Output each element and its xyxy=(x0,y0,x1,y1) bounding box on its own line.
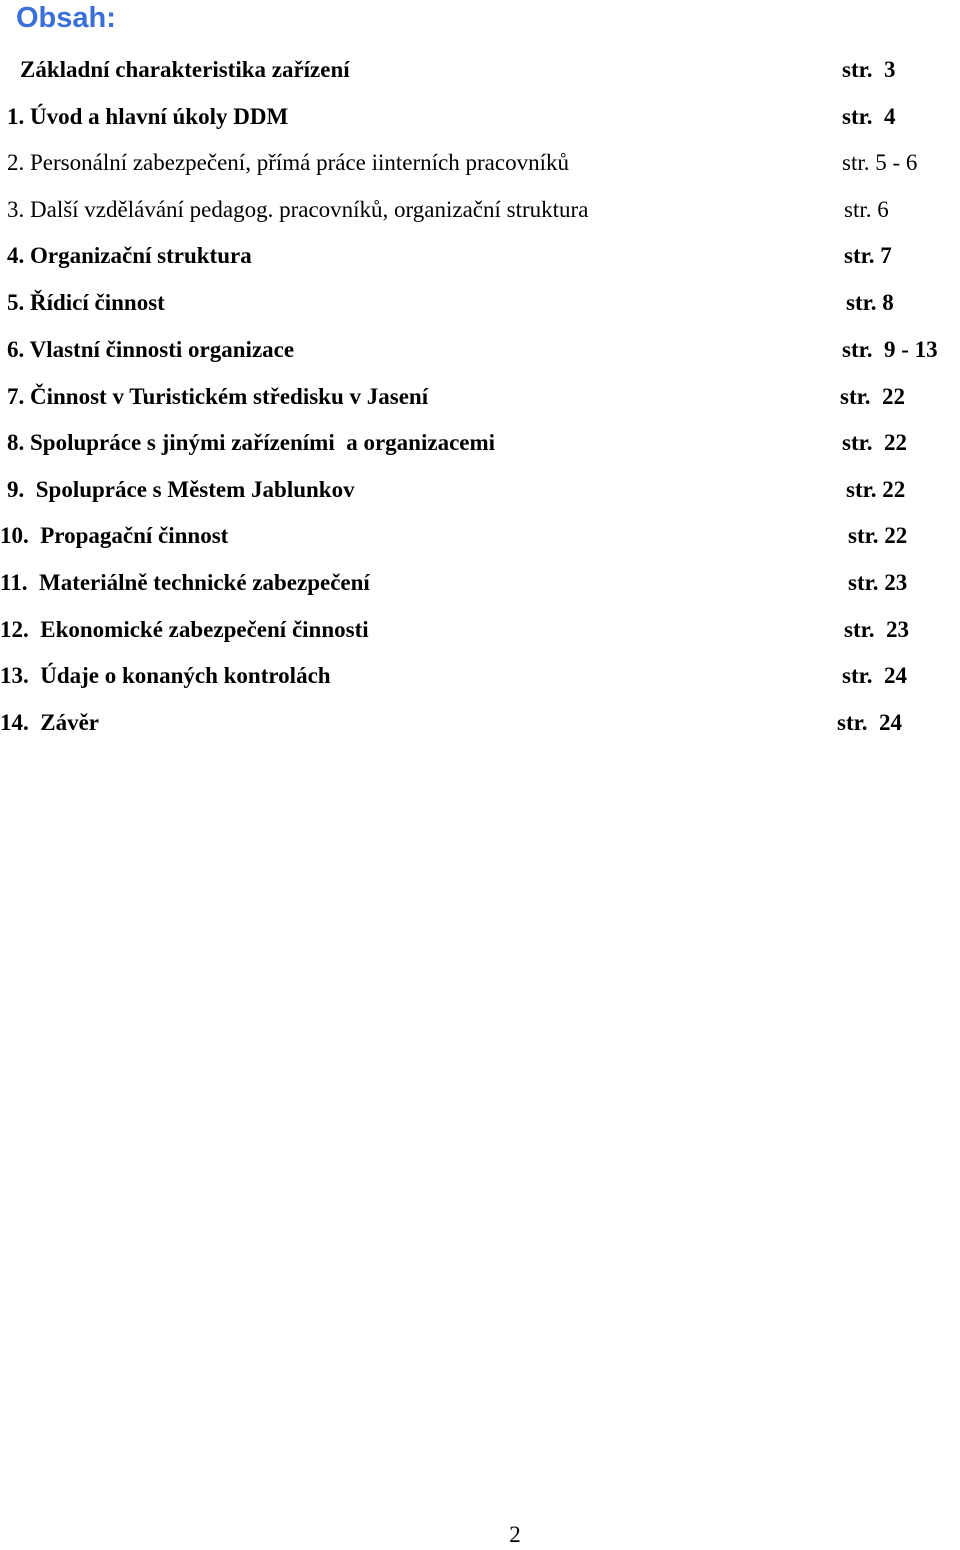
toc-entry-title: 11. Materiálně technické zabezpečení xyxy=(0,570,370,595)
page-number: 2 xyxy=(509,1522,521,1547)
toc-entry-page: str. 8 xyxy=(846,290,894,315)
toc-entry xyxy=(0,382,960,412)
toc-entry xyxy=(0,708,960,738)
toc-entry xyxy=(0,428,960,458)
toc-entry-page: str. 24 xyxy=(842,663,907,688)
toc-entry xyxy=(0,615,960,645)
toc-entry xyxy=(0,148,960,178)
toc-entry xyxy=(0,102,960,132)
toc-entry-page: str. 23 xyxy=(848,570,908,595)
toc-entry xyxy=(0,195,960,225)
toc-entry-title: 8. Spolupráce s jinými zařízeními a organizacemi xyxy=(7,430,496,455)
toc-entry xyxy=(0,55,960,85)
toc-entry-title: 6. Vlastní činnosti organizace xyxy=(7,337,295,362)
toc-entry-page: str. 22 xyxy=(848,523,908,548)
toc-entry-page: str. 3 xyxy=(842,57,896,82)
toc-entry xyxy=(0,475,960,505)
toc-entry-title: 12. Ekonomické zabezpečení činnosti xyxy=(0,617,369,642)
toc-entry-page: str. 23 xyxy=(844,617,909,642)
toc-entry-page: str. 6 xyxy=(844,197,889,222)
toc-entry-title: 1. Úvod a hlavní úkoly DDM xyxy=(7,104,289,129)
toc-entry-page: str. 4 xyxy=(842,104,896,129)
toc-entry xyxy=(0,521,960,551)
toc-entry-page: str. 9 - 13 xyxy=(842,337,938,362)
toc-entry-title: 2. Personální zabezpečení, přímá práce iinterních pracovníků xyxy=(7,150,569,175)
toc-entry-title: 7. Činnost v Turistickém středisku v Jasení xyxy=(7,384,429,409)
toc-entry-page: str. 5 - 6 xyxy=(842,150,918,175)
toc-heading: Obsah: xyxy=(16,2,116,34)
toc-entry xyxy=(0,335,960,365)
toc-entry-page: str. 22 xyxy=(842,430,907,455)
toc-entry-page: str. 22 xyxy=(840,384,905,409)
toc-entry-title: 5. Řídicí činnost xyxy=(7,290,165,315)
toc-entry xyxy=(0,288,960,318)
toc-entry-title: 14. Závěr xyxy=(0,710,100,735)
toc-entry-page: str. 24 xyxy=(837,710,902,735)
toc-entry-title: Základní charakteristika zařízení xyxy=(20,57,350,82)
toc-entry-page: str. 7 xyxy=(844,243,892,268)
toc-entry-title: 13. Údaje o konaných kontrolách xyxy=(0,663,331,688)
toc-entry-title: 9. Spolupráce s Městem Jablunkov xyxy=(7,477,355,502)
toc-entry xyxy=(0,661,960,691)
toc-entry-title: 4. Organizační struktura xyxy=(7,243,252,268)
toc-entry xyxy=(0,241,960,271)
toc-entry-title: 3. Další vzdělávání pedagog. pracovníků, organizační struktura xyxy=(7,197,589,222)
toc-entry-page: str. 22 xyxy=(846,477,906,502)
toc-entry xyxy=(0,568,960,598)
toc-entry-title: 10. Propagační činnost xyxy=(0,523,229,548)
